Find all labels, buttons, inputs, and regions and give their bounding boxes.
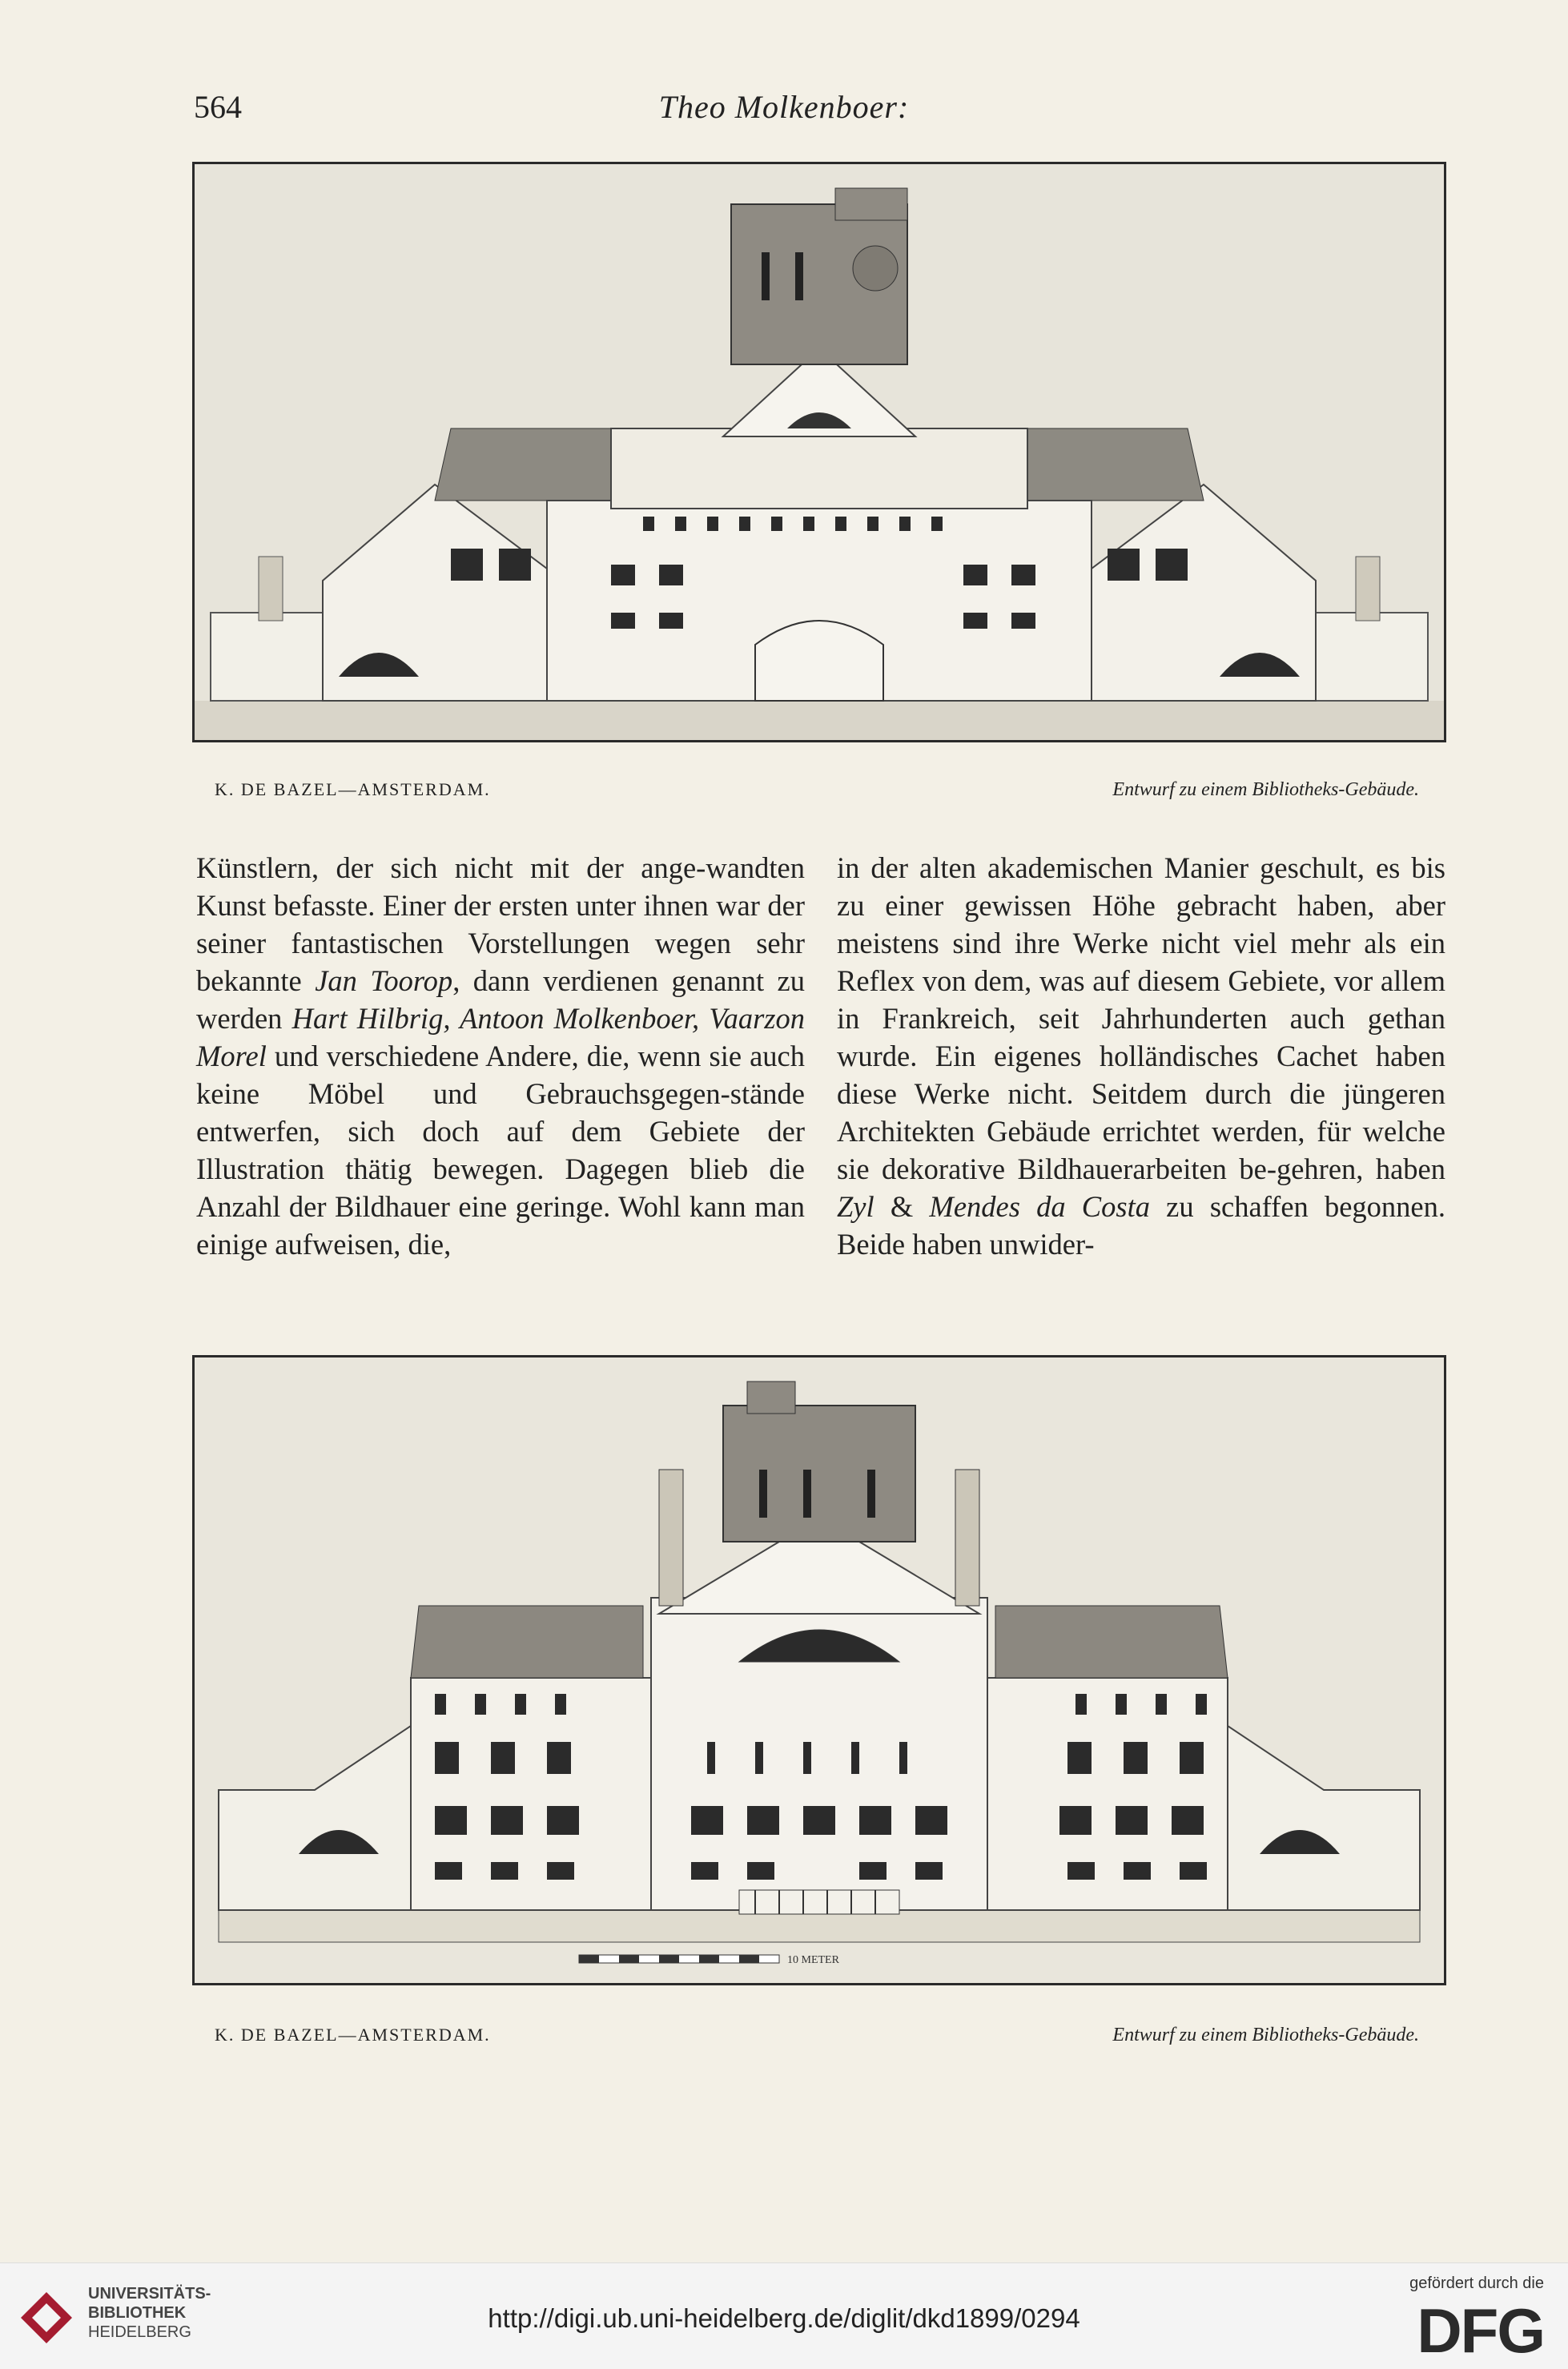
figure-library-elevation-2 [192, 1355, 1446, 1985]
caption-title: Entwurf zu einem Bibliotheks-Gebäude. [1112, 779, 1419, 800]
running-head [0, 88, 1568, 136]
facade-drawing-1 [195, 164, 1444, 740]
permalink-url[interactable]: http://digi.ub.uni-heidelberg.de/diglit/dkd1899/0294 [488, 2303, 1080, 2333]
text-column-right [837, 849, 1445, 1263]
library-name: UNIVERSITÄTS- BIBLIOTHEK HEIDELBERG [88, 2285, 211, 2341]
funding-label: gefördert durch die [1409, 2274, 1544, 2292]
paragraph: in der alten akademischen Manier geschult, es bis zu einer gewissen Höhe gebracht haben, aber meistens sind ihre Werke nicht viel mehr als ein Reflex von dem, was auf diesem Gebiete, vor allem in Frankreich, seit Jahrhunderten auch gethan wurde. Ein eigenes holländisches Cachet haben diese Werke nicht. Seitdem durch die jüngeren Architekten Gebäude errichtet werden, für welche sie dekorative Bildhauerarbeiten be-gehren, haben Zyl & Mendes da Costa zu schaffen begonnen. Beide haben unwider- [837, 851, 1445, 1261]
scale-label: 10 METER [787, 1954, 839, 1966]
caption-architect: K. DE BAZEL—AMSTERDAM. [215, 2025, 491, 2045]
paragraph: Künstlern, der sich nicht mit der ange-wandten Kunst befasste. Einer der ersten unter ihnen war der seiner fantastischen Vorstellungen wegen sehr bekannte Jan Toorop, dann verdienen genannt zu werden Hart Hilbrig, Antoon Molkenboer, Vaarzon Morel und verschiedene Andere, die, wenn sie auch keine Möbel und Gebrauchsgegen-stände entwerfen, sich doch auf dem Gebiete der Illustration thätig bewegen. Dagegen blieb die Anzahl der Bildhauer eine geringe. Wohl kann man einige aufweisen, die, [196, 851, 806, 1261]
running-title: Theo Molkenboer: [658, 89, 910, 125]
caption-title: Entwurf zu einem Bibliotheks-Gebäude. [1112, 2025, 1419, 2045]
caption-architect: K. DE BAZEL—AMSTERDAM. [215, 779, 491, 799]
dfg-logo: DFG [1417, 2295, 1544, 2366]
footer-bar [0, 2262, 1568, 2369]
facade-drawing-2 [195, 1357, 1444, 1983]
figure-library-elevation-1 [192, 162, 1446, 742]
page-number: 564 [194, 89, 242, 125]
text-column-left [196, 849, 805, 1263]
